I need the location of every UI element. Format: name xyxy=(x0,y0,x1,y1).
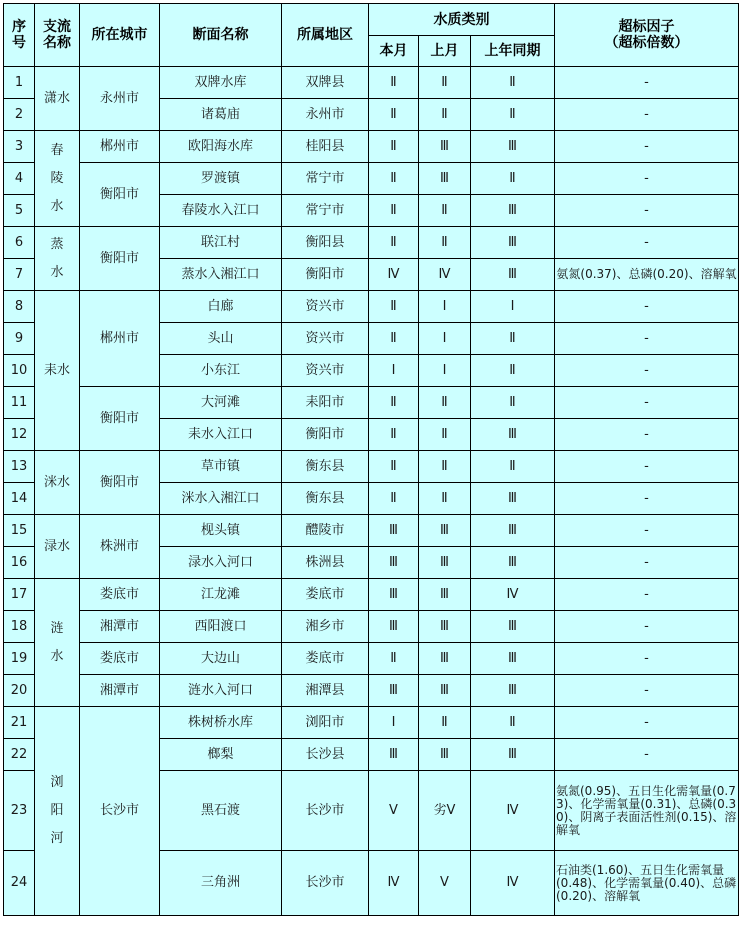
this-month-cell: Ⅱ xyxy=(369,67,419,99)
branch-cell: 浏 阳 河 xyxy=(35,707,80,916)
last-year-cell: Ⅲ xyxy=(471,227,555,259)
seq-cell: 8 xyxy=(4,291,35,323)
table-row xyxy=(4,707,739,739)
city-cell: 衡阳市 xyxy=(80,387,160,451)
branch-cell: 涟 水 xyxy=(35,579,80,707)
this-month-cell: Ⅰ xyxy=(369,355,419,387)
section-cell: 枧头镇 xyxy=(160,515,282,547)
area-cell: 耒阳市 xyxy=(282,387,369,419)
area-cell: 资兴市 xyxy=(282,355,369,387)
exceed-cell: - xyxy=(555,227,739,259)
last-month-cell: Ⅱ xyxy=(419,451,471,483)
section-cell: 欧阳海水库 xyxy=(160,131,282,163)
seq-cell: 1 xyxy=(4,67,35,99)
city-cell: 衡阳市 xyxy=(80,451,160,515)
seq-cell: 24 xyxy=(4,851,35,916)
seq-cell: 6 xyxy=(4,227,35,259)
last-month-cell: Ⅲ xyxy=(419,611,471,643)
header-seq: 序 号 xyxy=(4,4,35,67)
exceed-cell: - xyxy=(555,451,739,483)
city-cell: 衡阳市 xyxy=(80,163,160,227)
this-month-cell: Ⅱ xyxy=(369,195,419,227)
table-body xyxy=(4,67,739,916)
last-month-cell: Ⅲ xyxy=(419,579,471,611)
this-month-cell: Ⅱ xyxy=(369,291,419,323)
area-cell: 娄底市 xyxy=(282,643,369,675)
last-year-cell: Ⅲ xyxy=(471,643,555,675)
last-year-cell: Ⅳ xyxy=(471,771,555,851)
last-year-cell: Ⅳ xyxy=(471,579,555,611)
this-month-cell: Ⅱ xyxy=(369,643,419,675)
this-month-cell: Ⅳ xyxy=(369,851,419,916)
area-cell: 娄底市 xyxy=(282,579,369,611)
header-last-month: 上月 xyxy=(419,36,471,67)
area-cell: 资兴市 xyxy=(282,323,369,355)
section-cell: 江龙滩 xyxy=(160,579,282,611)
section-cell: 蒸水入湘江口 xyxy=(160,259,282,291)
section-cell: 诸葛庙 xyxy=(160,99,282,131)
this-month-cell: Ⅳ xyxy=(369,259,419,291)
seq-cell: 4 xyxy=(4,163,35,195)
exceed-cell: - xyxy=(555,195,739,227)
section-cell: 洣水入湘江口 xyxy=(160,483,282,515)
this-month-cell: Ⅱ xyxy=(369,419,419,451)
area-cell: 衡阳县 xyxy=(282,227,369,259)
exceed-cell: - xyxy=(555,547,739,579)
branch-cell: 潇水 xyxy=(35,67,80,131)
last-month-cell: Ⅱ xyxy=(419,483,471,515)
this-month-cell: Ⅱ xyxy=(369,451,419,483)
city-cell: 郴州市 xyxy=(80,291,160,387)
section-cell: 春陵水入江口 xyxy=(160,195,282,227)
header-last-year: 上年同期 xyxy=(471,36,555,67)
city-cell: 长沙市 xyxy=(80,707,160,916)
exceed-cell: - xyxy=(555,611,739,643)
last-month-cell: Ⅱ xyxy=(419,707,471,739)
last-month-cell: Ⅲ xyxy=(419,515,471,547)
area-cell: 常宁市 xyxy=(282,195,369,227)
section-cell: 罗渡镇 xyxy=(160,163,282,195)
last-year-cell: Ⅱ xyxy=(471,67,555,99)
last-year-cell: Ⅱ xyxy=(471,99,555,131)
branch-cell: 蒸 水 xyxy=(35,227,80,291)
branch-cell: 耒水 xyxy=(35,291,80,451)
table-row xyxy=(4,67,739,99)
section-cell: 草市镇 xyxy=(160,451,282,483)
section-cell: 头山 xyxy=(160,323,282,355)
this-month-cell: Ⅲ xyxy=(369,739,419,771)
this-month-cell: Ⅲ xyxy=(369,675,419,707)
branch-cell: 洣水 xyxy=(35,451,80,515)
city-cell: 永州市 xyxy=(80,67,160,131)
last-year-cell: Ⅱ xyxy=(471,355,555,387)
last-month-cell: Ⅰ xyxy=(419,323,471,355)
area-cell: 双牌县 xyxy=(282,67,369,99)
this-month-cell: Ⅱ xyxy=(369,163,419,195)
exceed-cell: - xyxy=(555,163,739,195)
seq-cell: 16 xyxy=(4,547,35,579)
area-cell: 衡东县 xyxy=(282,483,369,515)
section-cell: 耒水入江口 xyxy=(160,419,282,451)
area-cell: 桂阳县 xyxy=(282,131,369,163)
section-cell: 大边山 xyxy=(160,643,282,675)
last-month-cell: Ⅲ xyxy=(419,675,471,707)
seq-cell: 20 xyxy=(4,675,35,707)
this-month-cell: Ⅲ xyxy=(369,611,419,643)
exceed-cell: - xyxy=(555,515,739,547)
table-row xyxy=(4,579,739,611)
this-month-cell: Ⅴ xyxy=(369,771,419,851)
section-cell: 白廊 xyxy=(160,291,282,323)
exceed-cell: 氨氮(0.37)、总磷(0.20)、溶解氧 xyxy=(555,259,739,291)
exceed-cell: - xyxy=(555,643,739,675)
last-month-cell: Ⅲ xyxy=(419,163,471,195)
area-cell: 浏阳市 xyxy=(282,707,369,739)
this-month-cell: Ⅲ xyxy=(369,547,419,579)
area-cell: 湘乡市 xyxy=(282,611,369,643)
last-month-cell: Ⅲ xyxy=(419,131,471,163)
seq-cell: 13 xyxy=(4,451,35,483)
area-cell: 株洲县 xyxy=(282,547,369,579)
seq-cell: 7 xyxy=(4,259,35,291)
section-cell: 西阳渡口 xyxy=(160,611,282,643)
branch-cell: 渌水 xyxy=(35,515,80,579)
exceed-cell: - xyxy=(555,131,739,163)
city-cell: 娄底市 xyxy=(80,643,160,675)
seq-cell: 21 xyxy=(4,707,35,739)
table-row xyxy=(4,611,739,643)
header-exceed: 超标因子 （超标倍数） xyxy=(555,4,739,67)
area-cell: 醴陵市 xyxy=(282,515,369,547)
branch-cell: 春 陵 水 xyxy=(35,131,80,227)
header-quality: 水质类别 xyxy=(369,4,555,36)
section-cell: 小东江 xyxy=(160,355,282,387)
exceed-cell: - xyxy=(555,323,739,355)
last-month-cell: Ⅱ xyxy=(419,195,471,227)
last-month-cell: Ⅳ xyxy=(419,259,471,291)
table-row xyxy=(4,291,739,323)
seq-cell: 15 xyxy=(4,515,35,547)
seq-cell: 22 xyxy=(4,739,35,771)
header-branch: 支流 名称 xyxy=(35,4,80,67)
exceed-cell: 石油类(1.60)、五日生化需氧量(0.48)、化学需氧量(0.40)、总磷(0.20)、溶解氧 xyxy=(555,851,739,916)
table-row xyxy=(4,451,739,483)
last-year-cell: Ⅱ xyxy=(471,387,555,419)
exceed-cell: - xyxy=(555,579,739,611)
table-row xyxy=(4,227,739,259)
last-year-cell: Ⅲ xyxy=(471,515,555,547)
table-row xyxy=(4,643,739,675)
last-year-cell: Ⅲ xyxy=(471,547,555,579)
seq-cell: 2 xyxy=(4,99,35,131)
city-cell: 娄底市 xyxy=(80,579,160,611)
last-month-cell: Ⅱ xyxy=(419,387,471,419)
last-year-cell: Ⅲ xyxy=(471,131,555,163)
this-month-cell: Ⅱ xyxy=(369,387,419,419)
section-cell: 株树桥水库 xyxy=(160,707,282,739)
last-month-cell: Ⅲ xyxy=(419,643,471,675)
area-cell: 常宁市 xyxy=(282,163,369,195)
last-year-cell: Ⅱ xyxy=(471,451,555,483)
last-month-cell: Ⅰ xyxy=(419,355,471,387)
table-row xyxy=(4,163,739,195)
section-cell: 联江村 xyxy=(160,227,282,259)
this-month-cell: Ⅱ xyxy=(369,483,419,515)
table-row xyxy=(4,675,739,707)
area-cell: 衡阳市 xyxy=(282,419,369,451)
area-cell: 长沙市 xyxy=(282,851,369,916)
this-month-cell: Ⅱ xyxy=(369,323,419,355)
exceed-cell: 氨氮(0.95)、五日生化需氧量(0.73)、化学需氧量(0.31)、总磷(0.30)、阴离子表面活性剂(0.15)、溶解氧 xyxy=(555,771,739,851)
city-cell: 湘潭市 xyxy=(80,611,160,643)
header-section: 断面名称 xyxy=(160,4,282,67)
last-month-cell: Ⅲ xyxy=(419,739,471,771)
city-cell: 株洲市 xyxy=(80,515,160,579)
seq-cell: 17 xyxy=(4,579,35,611)
table-row xyxy=(4,131,739,163)
last-year-cell: Ⅱ xyxy=(471,323,555,355)
area-cell: 资兴市 xyxy=(282,291,369,323)
exceed-cell: - xyxy=(555,67,739,99)
last-year-cell: Ⅲ xyxy=(471,259,555,291)
seq-cell: 5 xyxy=(4,195,35,227)
last-month-cell: Ⅲ xyxy=(419,547,471,579)
area-cell: 长沙市 xyxy=(282,771,369,851)
city-cell: 郴州市 xyxy=(80,131,160,163)
this-month-cell: Ⅱ xyxy=(369,227,419,259)
last-month-cell: 劣Ⅴ xyxy=(419,771,471,851)
exceed-cell: - xyxy=(555,355,739,387)
seq-cell: 10 xyxy=(4,355,35,387)
last-month-cell: Ⅱ xyxy=(419,99,471,131)
header-this-month: 本月 xyxy=(369,36,419,67)
last-year-cell: Ⅳ xyxy=(471,851,555,916)
last-year-cell: Ⅲ xyxy=(471,483,555,515)
exceed-cell: - xyxy=(555,419,739,451)
last-year-cell: Ⅱ xyxy=(471,707,555,739)
this-month-cell: Ⅲ xyxy=(369,515,419,547)
area-cell: 永州市 xyxy=(282,99,369,131)
seq-cell: 12 xyxy=(4,419,35,451)
exceed-cell: - xyxy=(555,675,739,707)
section-cell: 渌水入河口 xyxy=(160,547,282,579)
table-row xyxy=(4,387,739,419)
seq-cell: 9 xyxy=(4,323,35,355)
this-month-cell: Ⅱ xyxy=(369,131,419,163)
water-quality-table xyxy=(3,3,739,916)
last-month-cell: Ⅴ xyxy=(419,851,471,916)
exceed-cell: - xyxy=(555,387,739,419)
last-month-cell: Ⅱ xyxy=(419,227,471,259)
last-month-cell: Ⅱ xyxy=(419,419,471,451)
this-month-cell: Ⅲ xyxy=(369,579,419,611)
seq-cell: 14 xyxy=(4,483,35,515)
exceed-cell: - xyxy=(555,739,739,771)
table-row xyxy=(4,515,739,547)
city-cell: 衡阳市 xyxy=(80,227,160,291)
header-area: 所属地区 xyxy=(282,4,369,67)
section-cell: 大河滩 xyxy=(160,387,282,419)
last-year-cell: Ⅲ xyxy=(471,739,555,771)
last-month-cell: Ⅱ xyxy=(419,67,471,99)
this-month-cell: Ⅰ xyxy=(369,707,419,739)
area-cell: 衡阳市 xyxy=(282,259,369,291)
last-month-cell: Ⅰ xyxy=(419,291,471,323)
seq-cell: 11 xyxy=(4,387,35,419)
seq-cell: 23 xyxy=(4,771,35,851)
last-year-cell: Ⅰ xyxy=(471,291,555,323)
section-cell: 榔梨 xyxy=(160,739,282,771)
seq-cell: 3 xyxy=(4,131,35,163)
seq-cell: 19 xyxy=(4,643,35,675)
last-year-cell: Ⅱ xyxy=(471,163,555,195)
header-city: 所在城市 xyxy=(80,4,160,67)
section-cell: 涟水入河口 xyxy=(160,675,282,707)
seq-cell: 18 xyxy=(4,611,35,643)
exceed-cell: - xyxy=(555,483,739,515)
exceed-cell: - xyxy=(555,707,739,739)
area-cell: 衡东县 xyxy=(282,451,369,483)
last-year-cell: Ⅲ xyxy=(471,675,555,707)
area-cell: 长沙县 xyxy=(282,739,369,771)
last-year-cell: Ⅲ xyxy=(471,611,555,643)
section-cell: 黑石渡 xyxy=(160,771,282,851)
area-cell: 湘潭县 xyxy=(282,675,369,707)
section-cell: 双牌水库 xyxy=(160,67,282,99)
exceed-cell: - xyxy=(555,291,739,323)
city-cell: 湘潭市 xyxy=(80,675,160,707)
this-month-cell: Ⅱ xyxy=(369,99,419,131)
last-year-cell: Ⅲ xyxy=(471,419,555,451)
exceed-cell: - xyxy=(555,99,739,131)
section-cell: 三角洲 xyxy=(160,851,282,916)
last-year-cell: Ⅲ xyxy=(471,195,555,227)
